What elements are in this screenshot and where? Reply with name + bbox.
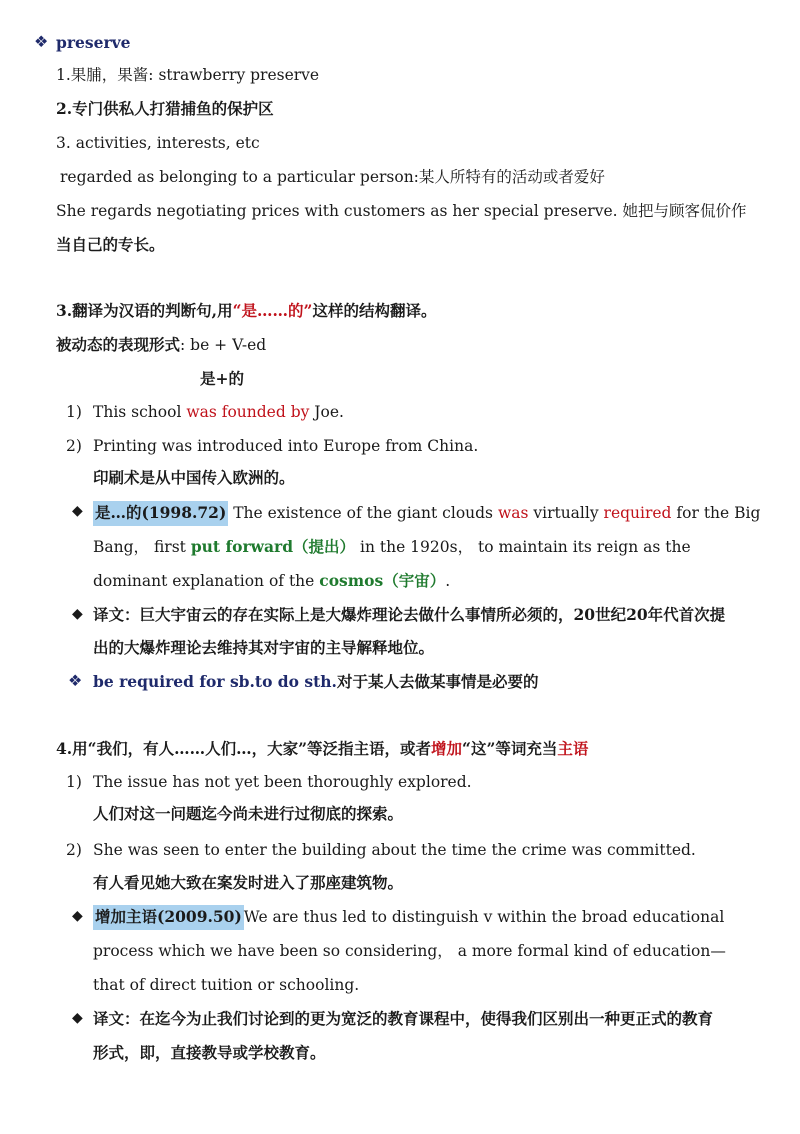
title-part: 这样的结构翻译。 — [312, 301, 437, 320]
passive-translation: 是+的 — [200, 369, 244, 388]
text-part: in the 1920s， to maintain its reign as the — [355, 538, 691, 556]
section-title — [56, 300, 436, 322]
list-number: 2) — [66, 437, 82, 455]
diamond-bullet-icon: ❖ — [68, 671, 83, 690]
list-number: 1) — [66, 773, 82, 791]
phrase: be required for sb.to do sth. — [93, 672, 337, 691]
definition-line: 1.果脯，果酱: strawberry preserve — [56, 66, 320, 84]
title-highlight: 主语 — [557, 739, 589, 758]
text-part: We are thus led to distinguish v within the broad educational — [243, 908, 725, 926]
text-part: Joe. — [309, 403, 344, 421]
section-title — [56, 738, 588, 760]
example-translation: 印刷术是从中国传入欧洲的。 — [93, 468, 295, 487]
list-number: 1) — [66, 403, 82, 421]
definition-line: 2.专门供私人打猎捕鱼的保护区 — [56, 99, 274, 118]
definition-line: 3. activities, interests, etc — [56, 134, 260, 152]
title-highlight: 增加 — [431, 739, 463, 758]
exam-sentence — [93, 536, 691, 558]
exam-sentence — [93, 502, 760, 524]
passive-formula: : be + V-ed — [180, 336, 267, 354]
diamond-bullet-icon: ◆ — [72, 908, 83, 924]
example-sentence — [93, 401, 344, 423]
exam-tag: 增加主语(2009.50) — [93, 905, 244, 930]
example-translation: 当自己的专长。 — [56, 235, 165, 254]
translation-line: 译文：巨大宇宙云的存在实际上是大爆炸理论去做什么事情所必须的，20世纪20年代首次提 — [93, 605, 726, 624]
diamond-bullet-icon: ◆ — [72, 606, 83, 622]
example-translation: 人们对这一问题迄今尚未进行过彻底的探索。 — [93, 804, 404, 823]
passive-form-line — [56, 334, 266, 356]
exam-tag: 是…的(1998.72) — [93, 501, 228, 526]
diamond-bullet-icon: ❖ — [34, 32, 49, 51]
text-part: The existence of the giant clouds — [228, 504, 498, 522]
highlight-phrase: cosmos（宇宙） — [319, 571, 446, 590]
phrase-note — [93, 671, 538, 693]
text-part: dominant explanation of the — [93, 572, 320, 590]
definition-line: regarded as belonging to a particular person:某人所特有的活动或者爱好 — [60, 168, 605, 186]
translation-line: 译文：在迄今为止我们讨论到的更为宽泛的教育课程中，使得我们区别出一种更正式的教育 — [93, 1009, 714, 1028]
text-part: for the Big — [671, 504, 761, 522]
diamond-bullet-icon: ◆ — [72, 503, 83, 519]
example-sentence: She was seen to enter the building about the time the crime was committed. — [93, 841, 696, 859]
text-part: virtually — [528, 504, 604, 522]
list-number: 2) — [66, 841, 82, 859]
exam-sentence: that of direct tuition or schooling. — [93, 976, 360, 994]
phrase-meaning: 对于某人去做某事情是必要的 — [336, 672, 539, 691]
translation-line: 出的大爆炸理论去维持其对宇宙的主导解释地位。 — [93, 638, 435, 657]
passive-label: 被动态的表现形式 — [56, 335, 181, 354]
translation-line: 形式，即，直接教导或学校教育。 — [93, 1043, 326, 1062]
title-part: 3.翻译为汉语的判断句,用 — [56, 301, 233, 320]
example-sentence: The issue has not yet been thoroughly explored. — [93, 773, 472, 791]
title-part: “这”等词充当 — [462, 739, 558, 758]
exam-sentence — [93, 570, 450, 592]
title-part: 4.用“我们，有人……人们…，大家”等泛指主语，或者 — [56, 739, 432, 758]
title-highlight: “是……的” — [232, 301, 313, 320]
text-part: This school — [93, 403, 187, 421]
highlight-phrase: was founded by — [186, 403, 310, 421]
exam-sentence: process which we have been so considering， a more formal kind of education— — [93, 942, 726, 960]
example-sentence: Printing was introduced into Europe from China. — [93, 437, 479, 455]
diamond-bullet-icon: ◆ — [72, 1010, 83, 1026]
highlight-word: was — [497, 504, 529, 522]
text-part: . — [445, 572, 451, 590]
section-heading: preserve — [56, 33, 131, 52]
highlight-word: required — [603, 504, 672, 522]
highlight-phrase: put forward（提出） — [190, 537, 356, 556]
example-sentence: She regards negotiating prices with customers as her special preserve. 她把与顾客侃价作 — [56, 202, 747, 220]
text-part: Bang， first — [93, 538, 191, 556]
exam-sentence — [93, 906, 724, 928]
example-translation: 有人看见她大致在案发时进入了那座建筑物。 — [93, 873, 404, 892]
